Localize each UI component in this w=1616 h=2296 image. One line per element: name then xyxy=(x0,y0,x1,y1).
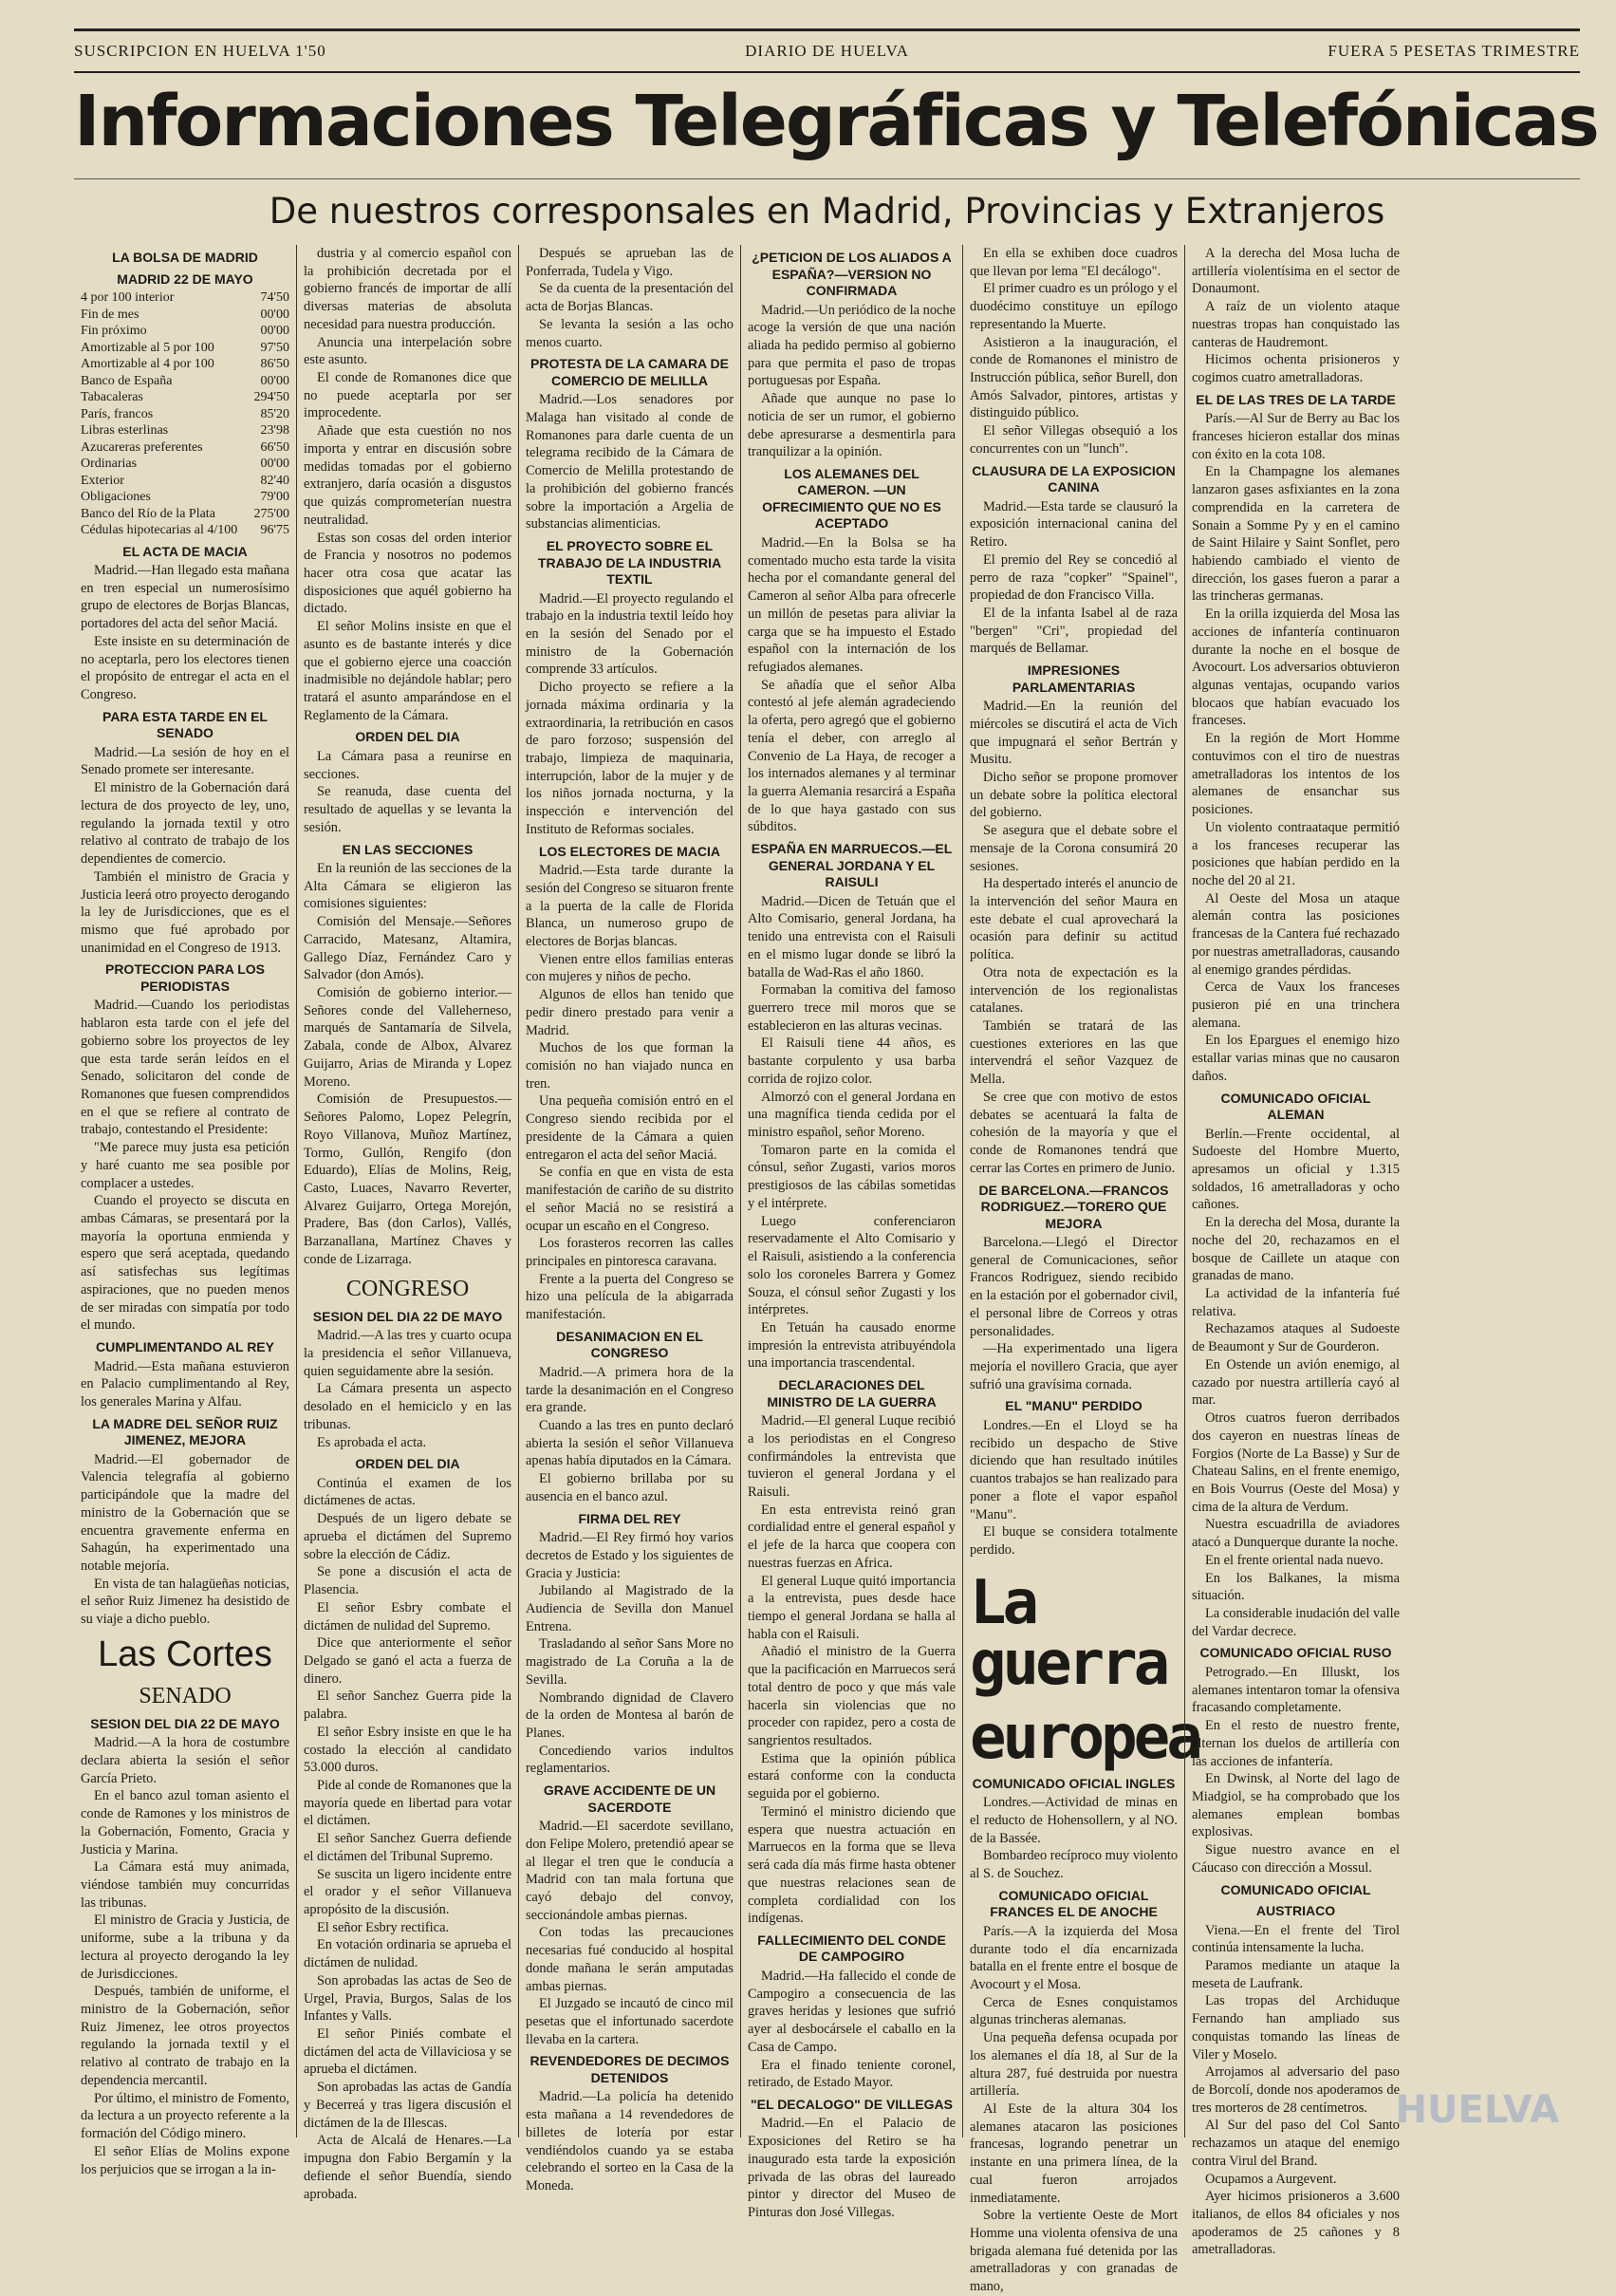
paragraph: A raíz de un violento ataque nuestras tropas han conquistado las canteras de Haudremont. xyxy=(1192,299,1400,350)
section-heading: CUMPLIMENTANDO AL REY xyxy=(96,1339,274,1355)
table-row: Cédulas hipotecarias al 4/100 96'75 xyxy=(81,523,289,537)
paragraph: Bombardeo recíproco muy violento al S. de Souchez. xyxy=(970,1848,1179,1882)
paragraph: Madrid.—El general Luque recibió a los periodistas en el Congreso confirmándoles la entrevista que tuvieron el general Jordana y el Raisuli. xyxy=(748,1413,956,1500)
section-heading: PROTECCION PARA LOS PERIODISTAS xyxy=(104,961,265,994)
paragraph: Luego conferenciaron reservadamente el Alto Comisario y el Raisuli, asistiendo a la conferencia solo los coroneles Barrera y Gomez Souza, el cónsul señor Zugasti y los intérpretes. xyxy=(748,1213,956,1318)
paragraph: El señor Sanchez Guerra pide la palabra. xyxy=(304,1689,511,1723)
table-row: Ordinarias 00'00 xyxy=(81,457,289,471)
paragraph: Dicho señor se propone promover un debate sobre la política electoral del gobierno. xyxy=(970,769,1178,821)
paragraph: Estas son cosas del orden interior de Francia y nosotros no podemos hacer otra cosa que acatar las disposiciones que aquél gobierno ha dictado. xyxy=(304,530,511,617)
paragraph: Cerca de Esnes conquistamos algunas trincheras alemanas. xyxy=(970,1994,1178,2028)
paragraph: Barcelona.—Llegó el Director general de Comunicaciones, señor Francos Rodriguez, siendo recibido en la estación por el gobernador civil, el personal libre de Correos y otras personalidades. xyxy=(970,1235,1178,1339)
paragraph: Continúa el examen de los dictámenes de actas. xyxy=(304,1475,511,1509)
paragraph: Hicimos ochenta prisioneros y cogimos cuatro ametralladoras. xyxy=(1192,352,1400,386)
paragraph: El conde de Romanones dice que no puede aceptarla por ser improcedente. xyxy=(304,370,511,421)
section-heading: COMUNICADO OFICIAL ALEMAN xyxy=(1220,1090,1371,1123)
paragraph: —Ha experimentado una ligera mejoría el novillero Gracia, que ayer sufrió una gravísima cornada. xyxy=(970,1341,1178,1392)
paragraph: Los forasteros recorren las calles principales en pintoresca caravana. xyxy=(526,1236,734,1269)
paragraph: El señor Villegas obsequió a los concurrentes con un "lunch". xyxy=(970,423,1178,457)
paragraph: El ministro de la Gobernación dará lectura de dos proyecto de ley, uno, regulando la jornada textil y otro relativo al contrato de trabajo de los dependientes de comercio. xyxy=(81,780,289,868)
section-heading: ORDEN DEL DIA xyxy=(355,1456,460,1472)
paragraph: Madrid.—En la reunión del miércoles se discutirá el acta de Vich que impugnará el señor Bertrán y Musitu. xyxy=(970,699,1178,768)
paragraph: Comisión de gobierno interior.—Señores conde del Valleherneso, marqués de Santamaría de Silvela, Zabala, conde de Albox, Alvarez Guijarro, Arias de Miranda y Lopez Moreno. xyxy=(304,985,511,1090)
paragraph: Después se aprueban las de Ponferrada, Tudela y Vigo. xyxy=(526,246,734,279)
paragraph: En la derecha del Mosa, durante la noche del 20, rechazamos en el bosque de Caillete un ataque con granadas de mano. xyxy=(1192,1215,1400,1284)
section-heading: AUSTRIACO xyxy=(1255,1903,1336,1919)
divider xyxy=(74,178,1580,179)
paragraph: El señor Molins insiste en que el asunto es de bastante interés y dice que el gobierno ejerce una coacción inadmisible no dejándole hablar; pero tratará el asunto amparándose en el Reglamento de la Cámara. xyxy=(304,619,511,723)
paragraph: Madrid.—Esta tarde durante la sesión del Congreso se situaron frente a la puerta de la calle de Florida Blanca, un numeroso grupo de electores de Borjas blancas. xyxy=(526,863,734,949)
paragraph: Madrid.—La sesión de hoy en el Senado promete ser interesante. xyxy=(81,744,289,778)
paragraph: Por último, el ministro de Fomento, da lectura a un proyecto referente a la formación del Código minero. xyxy=(81,2090,289,2142)
paragraph: El de la infanta Isabel al de raza "bergen" "Cri", propiedad del marqués de Bellamar. xyxy=(970,605,1178,657)
section-heading: FALLECIMIENTO DEL CONDE DE CAMPOGIRO xyxy=(757,1932,946,1965)
paragraph: Madrid.—El sacerdote sevillano, don Felipe Molero, pretendió apear se al llegar el tren que le conducía a Madrid con tan mala fortuna que cayó debajo del convoy, seccionándole ambas piernas. xyxy=(526,1819,734,1923)
section-heading: GRAVE ACCIDENTE DE UN SACERDOTE xyxy=(543,1783,716,1815)
paragraph: En Tetuán ha causado enorme impresión la entrevista atribuyéndola una importancia trascendental. xyxy=(748,1319,956,1372)
paragraph: Concediendo varios indultos reglamentarios. xyxy=(526,1743,734,1777)
paragraph: La Cámara pasa a reunirse en secciones. xyxy=(304,748,511,782)
paragraph: Al Oeste del Mosa un ataque alemán contra las posiciones francesas de la Cantera fué rechazado por nuestras ametralladoras, causando al enemigo grandes pérdidas. xyxy=(1192,890,1400,978)
paragraph: Madrid.—Han llegado esta mañana en tren especial un numerosísimo grupo de electores de Borjas Blancas, portadores del acta del señor Maciá. xyxy=(81,563,289,632)
table-row: Amortizable al 4 por 100 86'50 xyxy=(81,357,289,371)
section-heading: EL ACTA DE MACIA xyxy=(122,543,248,559)
war-section-title: La guerra xyxy=(970,1567,1167,1699)
section-heading: DECLARACIONES DEL MINISTRO DE LA GUERRA xyxy=(767,1377,937,1409)
paragraph: En la Champagne los alemanes lanzaron gases asfixiantes en la zona comprendida en la carretera de Sonain a Somme Py y en el camino de Saint Hilaire y Saint Sonflet, pero habiendo cambiado el viento de dirección, los gases fueron a parar a las trincheras germanas. xyxy=(1192,464,1400,605)
column-6 xyxy=(1184,245,1406,2258)
column-4 xyxy=(740,245,962,2221)
section-heading: ESPAÑA EN MARRUECOS.—EL GENERAL JORDANA Y EL RAISULI xyxy=(751,841,953,890)
paragraph: El Juzgado se incautó de cinco mil pesetas que el infortunado sacerdote llevaba en la cartera. xyxy=(526,1996,734,2047)
paragraph: Otros cuatros fueron derribados dos cayeron en nuestras líneas de Forgios (Norte de La Basse) y Sur de Chateau Salins, en el frente enemigo, en Bois Vourrus (Oeste del Mosa) y cima de la altura de Verdum. xyxy=(1192,1410,1400,1515)
paragraph: En votación ordinaria se aprueba el dictámen de nulidad. xyxy=(304,1937,511,1971)
paragraph: Madrid.—Esta mañana estuvieron en Palacio cumplimentando al Rey, los generales Marina y Alfau. xyxy=(81,1358,289,1409)
paragraph: En los Epargues el enemigo hizo estallar varias minas que no causaron daños. xyxy=(1192,1033,1400,1084)
section-heading: PARA ESTA TARDE EN EL SENADO xyxy=(102,708,268,741)
paragraph: El señor Sanchez Guerra defiende el dictámen del Tribunal Supremo. xyxy=(304,1831,511,1864)
paragraph: El gobierno brillaba por su ausencia en el banco azul. xyxy=(526,1471,734,1504)
table-row: Fin de mes 00'00 xyxy=(81,307,289,322)
paragraph: Frente a la puerta del Congreso se hizo una película de la abigarrada manifestación. xyxy=(526,1271,734,1323)
paragraph: La Cámara presenta un aspecto desolado en el hemiciclo y en las tribunas. xyxy=(304,1381,511,1432)
table-row: Exterior 82'40 xyxy=(81,473,289,488)
paragraph: El buque se considera totalmente perdido. xyxy=(970,1524,1178,1558)
stock-quotes-table xyxy=(81,289,289,539)
paragraph: Sigue nuestro avance en el Cáucaso con dirección a Mossul. xyxy=(1192,1842,1400,1876)
table-row: Azucareras preferentes 66'50 xyxy=(81,439,289,455)
paragraph: En el frente oriental nada nuevo. xyxy=(1205,1552,1384,1568)
paragraph: Se reanuda, dase cuenta del resultado de aquellas y se levanta la sesión. xyxy=(304,784,511,835)
paragraph: El señor Piniés combate el dictámen del acta de Villaviciosa y se aprueba el dictámen. xyxy=(304,2026,511,2078)
paragraph: Las tropas del Archiduque Fernando han ampliado sus conquistas tomando las líneas de Viler y Moselo. xyxy=(1192,1993,1400,2063)
paragraph: Madrid.—Un periódico de la noche acoge la versión de que una nación aliada ha pedido permiso al gobierno para que permita el paso de tropas portuguesas por España. xyxy=(748,302,957,389)
section-heading: DESANIMACION EN EL CONGRESO xyxy=(556,1328,703,1361)
paragraph: Arrojamos al adversario del paso de Borcolí, donde nos apoderamos de tres morteros de 28 centímetros. xyxy=(1192,2064,1400,2116)
paragraph: Tomaron parte en la comida el cónsul, señor Zugasti, varios moros prestigiosos de las cábilas sometidas y el intérprete. xyxy=(748,1142,956,1211)
paragraph: En esta entrevista reinó gran cordialidad entre el general español y el jefe de la harca que coopera con nuestras fuerzas en Africa. xyxy=(748,1502,956,1571)
paragraph: En Ostende un avión enemigo, al cazado por nuestra artillería cayó al mar. xyxy=(1192,1356,1400,1409)
paragraph: Se suscita un ligero incidente entre el orador y el señor Villanueva apropósito de la discusión. xyxy=(304,1866,511,1917)
paragraph: Algunos de ellos han tenido que pedir dinero prestado para venir a Madrid. xyxy=(526,987,734,1038)
column-1 xyxy=(74,245,296,2177)
section-heading: LOS ALEMANES DEL CAMERON. —UN OFRECIMIENTO QUE NO ES ACEPTADO xyxy=(762,465,941,532)
paragraph: También el ministro de Gracia y Justicia leerá otro proyecto derogando la ley de Jurisdicciones, que es el mismo que fué aprobado por unanimidad en el Congreso de 1913. xyxy=(81,868,289,956)
paragraph: El general Luque quitó importancia a la entrevista, pues desde hace tiempo el general Jordana se halla al habla con el Raisuli. xyxy=(748,1573,956,1642)
paragraph: Pide al conde de Romanones que la mayoría quede en libertad para votar el dictámen. xyxy=(304,1777,511,1829)
paragraph: Ocupamos a Aurgevent. xyxy=(1205,2171,1337,2187)
paragraph: París.—Al Sur de Berry au Bac los franceses hicieron estallar dos minas con éxito en la cota 108. xyxy=(1192,411,1400,462)
section-heading: MADRID 22 DE MAYO xyxy=(117,271,253,287)
section-heading: "EL DECALOGO" DE VILLEGAS xyxy=(751,2096,953,2112)
table-row: Banco de España 00'00 xyxy=(81,373,289,388)
paragraph: Petrogrado.—En Illuskt, los alemanes intentaron tomar la ofensiva fracasando completamente. xyxy=(1192,1664,1400,1716)
paragraph: Madrid.—En el Palacio de Exposiciones del Retiro se ha inaugurado esta tarde la exposición privada de las obras del laureado pintor y director del Museo de Pinturas don José Villegas. xyxy=(748,2116,956,2221)
section-heading: EL PROYECTO SOBRE EL TRABAJO DE LA INDUSTRIA TEXTIL xyxy=(537,538,722,588)
paragraph: Jubilando al Magistrado de la Audiencia de Sevilla don Manuel Entrena. xyxy=(526,1583,734,1634)
section-heading: IMPRESIONES PARLAMENTARIAS xyxy=(1012,663,1136,695)
column-2 xyxy=(296,245,518,2202)
paragraph: Cuando el proyecto se discuta en ambas Cámaras, se presentará por la mayoría la oportuna enmienda y espero que será aceptada, quedando así satisfechas sus legítimas aspiraciones, que no pueden menos de ser miradas con simpatía por todo el mundo. xyxy=(81,1193,289,1334)
paragraph: Ayer hicimos prisioneros a 3.600 italianos, de ellos 84 oficiales y nos apoderamos de 25 cañones y 8 ametralladoras. xyxy=(1192,2189,1400,2258)
paragraph: Paramos mediante un ataque la meseta de Laufrank. xyxy=(1192,1957,1400,1991)
table-row: Amortizable al 5 por 100 97'50 xyxy=(81,340,289,355)
paragraph: Madrid.—Cuando los periodistas hablaron esta tarde con el jefe del gobierno sobre los proyectos de ley que esta tarde serán leídos en el Senado, solicitaron del conde de Romanones que fuesen comprendidos en el que se refiere al contrato de trabajo, contestando el Presidente: xyxy=(81,998,289,1138)
paragraph: El premio del Rey se concedió al perro de raza "copker" "Spainel", propiedad de don Francisco Villa. xyxy=(970,551,1178,604)
column-5 xyxy=(962,245,1199,2295)
paragraph: Después, también de uniforme, el ministro de la Gobernación, señor Ruiz Jimenez, lee otros proyectos regulando la jornada textil y el relativo al contrato de trabajo en la dependencia mercantil. xyxy=(81,1984,289,2088)
paragraph: La actividad de la infantería fué relativa. xyxy=(1192,1286,1400,1319)
table-row: Libras esterlinas 23'98 xyxy=(81,423,289,438)
paragraph: Rechazamos ataques al Sudoeste de Beaumont y Sur de Gourderon. xyxy=(1192,1321,1400,1355)
paragraph: Se levanta la sesión a las ocho menos cuarto. xyxy=(526,316,734,350)
paragraph: Muchos de los que forman la comisión no han viajado nunca en tren. xyxy=(526,1040,734,1092)
paragraph: La Cámara está muy animada, viéndose también muy concurridas las tribunas. xyxy=(81,1859,289,1911)
section-heading: ORDEN DEL DIA xyxy=(355,729,460,745)
paragraph: El Raisuli tiene 44 años, es bastante corpulento y usa barba corrida de rojizo color. xyxy=(748,1036,956,1087)
paragraph: París.—A la izquierda del Mosa durante todo el día encarnizada batalla en el frente entre el bosque de Avocourt y el Mosa. xyxy=(970,1923,1178,1992)
paragraph: El señor Esbry combate el dictámen de nulidad del Supremo. xyxy=(304,1599,511,1633)
paragraph: Ha despertado interés el anuncio de la intervención del señor Maura en este debate el cual aprovechará la ocasión para definir su actitud política. xyxy=(970,876,1178,963)
section-heading: CLAUSURA DE LA EXPOSICION CANINA xyxy=(972,462,1176,495)
paragraph: Madrid.—Los senadores por Malaga han visitado al conde de Romanones para darle cuenta de un telegrama recibido de la Cámara de Comercio de Melilla protestando de la prohibición del gobierno francés sobre la importación a Argelia de substancias alimenticias. xyxy=(526,392,734,532)
paragraph: Comisión del Mensaje.—Señores Carracido, Matesanz, Altamira, Gallego Díaz, Fernández Caro y Salvador (don Amós). xyxy=(304,914,511,983)
section-heading: COMUNICADO OFICIAL INGLES xyxy=(972,1775,1176,1791)
section-subtitle-senado: SENADO xyxy=(139,1683,232,1708)
paragraph: Madrid.—Dicen de Tetuán que el Alto Comisario, general Jordana, ha tenido una entrevista con el Raisuli en el mismo lugar donde se libró la batalla de Wad-Ras el año 1860. xyxy=(748,893,956,980)
paragraph: Madrid.—El proyecto regulando el trabajo en la industria textil leído hoy en la sesión del Senado por el ministro de la Gobernación comprende 33 artículos. xyxy=(526,590,734,678)
paragraph: En la región de Mort Homme contuvimos con el tiro de nuestras ametralladoras los intentos de los alemanes de ensanchar sus posiciones. xyxy=(1192,731,1400,818)
paragraph: Se confía en que en vista de esta manifestación de cariño de su distrito el señor Maciá no se resistirá a ocupar un escaño en el Congreso. xyxy=(526,1165,734,1234)
paragraph: En el resto de nuestro frente, alternan los duelos de artillería con las acciones de infantería. xyxy=(1192,1718,1400,1769)
section-heading: DE BARCELONA.—FRANCOS RODRIGUEZ.—TORERO QUE MEJORA xyxy=(978,1182,1169,1231)
section-heading: REVENDEDORES DE DECIMOS DETENIDOS xyxy=(529,2053,730,2085)
paragraph: Después de un ligero debate se aprueba el dictámen del Supremo sobre la elección de Cádiz. xyxy=(304,1511,511,1562)
paragraph: Se da cuenta de la presentación del acta de Borjas Blancas. xyxy=(526,281,734,315)
paragraph: Terminó el ministro diciendo que espera que nuestra actuación en Marruecos en la forma que se lleva será cada día más firme hasta obtener que nuestras relaciones sean de completa cordialidad con los indígenas. xyxy=(748,1803,956,1927)
paragraph: El señor Esbry rectifica. xyxy=(317,1919,450,1935)
paragraph: Madrid.—A las tres y cuarto ocupa la presidencia el señor Villanueva, quien seguidamente abre la sesión. xyxy=(304,1328,511,1379)
section-heading: SESION DEL DIA 22 DE MAYO xyxy=(90,1715,280,1731)
paragraph: Añadió el ministro de la Guerra que la pacificación en Marruecos será total dentro de poco y que más vale hacerla sin violencias que no proceder con rapidez, pero a costa de sangrientos resultados. xyxy=(748,1644,956,1749)
paragraph: Nombrando dignidad de Clavero de la orden de Montesa al barón de Planes. xyxy=(526,1689,734,1741)
paragraph: Cerca de Vaux los franceses pusieron pié en una trinchera alemana. xyxy=(1192,980,1400,1031)
sub-headline: De nuestros corresponsales en Madrid, Provincias y Extranjeros xyxy=(269,191,1385,232)
paragraph: Londres.—En el Lloyd se ha recibido un despacho de Stive diciendo que han resultado inútiles cuantos trabajos se han realizado para poner a flote el vapor español "Manu". xyxy=(970,1417,1178,1522)
paragraph: Sobre la vertiente Oeste de Mort Homme una violenta ofensiva de una brigada alemana fué detenida por las ametralladoras y con granadas de mano, xyxy=(970,2208,1178,2295)
paragraph: Un violento contraataque permitió a los franceses recuperar las posiciones que habían perdido en la noche del 20 al 21. xyxy=(1192,819,1400,888)
paragraph: Berlín.—Frente occidental, al Sudoeste del Hombre Muerto, apresamos un oficial y 1.315 soldados, 16 ametralladoras y ocho cañones. xyxy=(1192,1126,1400,1213)
paragraph: Madrid.—A la hora de costumbre declara abierta la sesión el señor García Prieto. xyxy=(81,1735,289,1786)
paragraph: Con todas las precauciones necesarias fué conducido al hospital donde mañana le serán amputadas ambas piernas. xyxy=(526,1925,734,1994)
paragraph: Cuando a las tres en punto declaró abierta la sesión el señor Villanueva apenas había diputados en la Cámara. xyxy=(526,1417,734,1469)
paragraph: Madrid.—La policía ha detenido esta mañana a 14 revendedores de billetes de lotería por estar vendiéndolos cuando ya se estaba celebrando el sorteo en la Casa de la Moneda. xyxy=(526,2089,734,2194)
paragraph: Trasladando al señor Sans More no magistrado de La Coruña a la de Sevilla. xyxy=(526,1636,734,1688)
paragraph: Al Sur del paso del Col Santo rechazamos un ataque del enemigo contra Virul del Brand. xyxy=(1192,2118,1400,2169)
table-row: Fin próximo 00'00 xyxy=(81,324,289,338)
paragraph: Viena.—En el frente del Tirol continúa intensamente la lucha. xyxy=(1192,1922,1400,1956)
section-heading: EL "MANU" PERDIDO xyxy=(1005,1398,1142,1414)
paragraph: En ella se exhiben doce cuadros que llevan por lema "El decálogo". xyxy=(970,246,1178,279)
paragraph: El primer cuadro es un prólogo y el duodécimo constituye un epílogo representando la Muerte. xyxy=(970,281,1178,332)
paragraph: Al Este de la altura 304 los alemanes atacaron las posiciones francesas, logrando penetrar un instante en una primera línea, de la cual fueron arrojados inmediatamente. xyxy=(970,2101,1178,2206)
paragraph: Anuncia una interpelación sobre este asunto. xyxy=(304,334,511,368)
paragraph: Una pequeña defensa ocupada por los alemanes el día 18, al Sur de la altura 287, fué destruida por nuestra artillería. xyxy=(970,2030,1178,2100)
article-columns xyxy=(74,245,1580,2295)
table-row: Tabacaleras 294'50 xyxy=(81,390,289,404)
paragraph: dustria y al comercio español con la prohibición decretada por el gobierno francés de importar de allí diversas materias de absoluta necesidad para nuestra producción. xyxy=(304,246,511,332)
paragraph: Añade que aunque no pase lo noticia de ser un rumor, el gobierno debe apresurarse a desmentirla para tranquilizar a la opinión. xyxy=(748,391,956,460)
paragraph: Estima que la opinión pública estará conforme con la conducta seguida por el gobierno. xyxy=(748,1750,956,1802)
table-row: Banco del Río de la Plata 275'00 xyxy=(81,506,289,521)
archive-watermark: HUELVA xyxy=(1395,2088,1559,2132)
paragraph: Madrid.—Esta tarde se clausuró la exposición internacional canina del Retiro. xyxy=(970,498,1178,551)
section-heading: PROTESTA DE LA CAMARA DE COMERCIO DE MELILLA xyxy=(530,356,729,388)
section-heading: COMUNICADO OFICIAL xyxy=(1220,1881,1371,1897)
paragraph: En Dwinsk, al Norte del lago de Miadgiol, se ha comprobado que los alemanes emplean bombas explosivas. xyxy=(1192,1771,1400,1840)
paragraph: En los Balkanes, la misma situación. xyxy=(1192,1570,1400,1604)
section-heading: COMUNICADO OFICIAL RUSO xyxy=(1199,1645,1392,1661)
paragraph: Otra nota de expectación es la intervención de los regionalistas catalanes. xyxy=(970,964,1178,1017)
section-heading: FIRMA DEL REY xyxy=(578,1510,681,1526)
paragraph: Una pequeña comisión entró en el Congreso siendo recibida por el presidente de la Cámara a quien entregaron el acta del señor Maciá. xyxy=(526,1093,734,1163)
paragraph: Almorzó con el general Jordana en una magnífica tienda cedida por el ministro español, señor Moreno. xyxy=(748,1089,956,1141)
paragraph: Asistieron a la inauguración, el conde de Romanones el ministro de Instrucción pública, señor Burell, don Amós Salvador, pintores, artistas y distinguido público. xyxy=(970,334,1178,421)
paragraph: Madrid.—El Rey firmó hoy varios decretos de Estado y los siguientes de Gracia y Justicia: xyxy=(526,1530,734,1581)
section-heading: LA BOLSA DE MADRID xyxy=(112,250,258,265)
section-heading: LA MADRE DEL SEÑOR RUIZ JIMENEZ, MEJORA xyxy=(92,1415,278,1448)
paragraph: Se asegura que el debate sobre el mensaje de la Corona consumirá 20 sesiones. xyxy=(970,823,1178,874)
paragraph: En vista de tan halagüeñas noticias, el señor Ruiz Jimenez ha desistido de su viaje a dicho pueblo. xyxy=(81,1576,289,1628)
paragraph: Dicho proyecto se refiere a la jornada máxima ordinaria y la extraordinaria, la retribución en casos de paro forzoso; suspensión del trabajo, limpieza de maquinaria, interrupción, labor de la mujer y de los niños jornada nocturna, y la inspección e intervención del Instituto de Reformas sociales. xyxy=(526,680,734,837)
table-row: París, francos 85'20 xyxy=(81,406,289,421)
section-title-cortes: Las Cortes xyxy=(98,1633,272,1674)
paragraph: "Me parece muy justa esa petición y haré cuanto me sea posible por complacer a ustedes. xyxy=(81,1140,289,1191)
paragraph: Madrid.—El gobernador de Valencia telegrafía al gobierno participándole que la madre del ministro de la Gobernación que se encuentra gravemente enferma en Sahagún, ha experimentado una notable mejoría. xyxy=(81,1451,289,1574)
subscription-outside: FUERA 5 PESETAS TRIMESTRE xyxy=(1328,42,1580,60)
paragraph: Son aprobadas las actas de Gandía y Becerreá y tras ligera discusión el dictámen de la de Illescas. xyxy=(304,2080,511,2131)
paragraph: Este insiste en su determinación de no aceptarla, pero los electores tienen el propósito de entregar el acta en el Congreso. xyxy=(81,633,289,703)
paragraph: El señor Esbry insiste en que le ha costado la elección al candidato 53.000 duros. xyxy=(304,1724,511,1776)
paragraph: Vienen entre ellos familias enteras con mujeres y niños de pecho. xyxy=(526,951,734,985)
paragraph: Es aprobada el acta. xyxy=(317,1434,427,1450)
section-heading: SESION DEL DIA 22 DE MAYO xyxy=(312,1308,503,1324)
paragraph: A la derecha del Mosa lucha de artillería violentísima en el sector de Donaumont. xyxy=(1192,246,1400,297)
paragraph: Añade que esta cuestión no nos importa y entrar en discusión sobre medidas tomadas por el gobierno extranjero, daría ocasión a disgustos que quizás comprometerían nuestra neutralidad. xyxy=(304,423,511,528)
paragraph: Madrid.—A primera hora de la tarde la desanimación en el Congreso era grande. xyxy=(526,1364,734,1416)
paragraph: Formaban la comitiva del famoso guerrero trece mil moros que se establecieron en las alturas vecinas. xyxy=(748,982,956,1034)
table-row: Obligaciones 79'00 xyxy=(81,490,289,504)
paragraph: Acta de Alcalá de Henares.—La impugna don Fabio Bergamín y la defiende el señor Buendía, siendo aprobada. xyxy=(304,2133,511,2202)
table-row: 4 por 100 interior 74'50 xyxy=(81,290,289,305)
section-heading: EL DE LAS TRES DE LA TARDE xyxy=(1196,391,1396,407)
paragraph: También se tratará de las cuestiones exteriores en las que intervendrá el señor Vazquez de Mella. xyxy=(970,1018,1178,1088)
paragraph: Son aprobadas las actas de Seo de Urgel, Pravia, Burgos, Salas de los Infantes y Valls. xyxy=(304,1972,511,2025)
paragraph: Londres.—Actividad de minas en el reducto de Hohensollern, y al NO. de la Bassée. xyxy=(970,1795,1178,1846)
section-heading: ¿PETICION DE LOS ALIADOS A ESPAÑA?—VERSION NO CONFIRMADA xyxy=(752,250,952,298)
paragraph: Comisión de Presupuestos.—Señores Palomo, Lopez Pelegrín, Royo Villanova, Muñoz Martínez, Tormo, Gullón, Rengifo (don Eduardo), Elías de Molins, Reig, Casto, Luaces, Navarro Reverter, Alvarez Guijarro, Ortega Morejón, Pradere, Bas (don Carlos), Vallés, Barzanallana, Martínez Chaves y conde de Lizarraga. xyxy=(304,1092,511,1267)
section-heading: LOS ELECTORES DE MACIA xyxy=(538,843,721,859)
section-title-congreso: CONGRESO xyxy=(345,1276,470,1301)
paragraph: Se pone a discusión el acta de Plasencia. xyxy=(304,1564,511,1598)
paragraph: Madrid.—Ha fallecido el conde de Campogiro a consecuencia de las graves heridas y lesiones que sufrió ayer al desbocársele el caballo en la Casa de Campo. xyxy=(748,1968,956,2055)
paragraph: Se cree que con motivo de estos debates se acentuará la falta de cohesión de la mayoría y que el conde de Romanones tendrá que cerrar las Cortes en primero de Junio. xyxy=(970,1089,1178,1176)
subscription-local: SUSCRIPCION EN HUELVA 1'50 xyxy=(74,42,326,60)
section-heading: COMUNICADO OFICIAL FRANCES EL DE ANOCHE xyxy=(990,1887,1158,1920)
paragraph: El señor Elías de Molins expone los perjuicios que se irrogan a la in- xyxy=(81,2143,289,2177)
paragraph: Se añadía que el señor Alba contestó al jefe alemán agradeciendo la oferta, pero agregó que el gobierno tenía el deber, con arreglo al Convenio de La Haya, de recoger a los internados alemanes y al terminar la guerra Alemania resarcirá a España de lo que haya gastado con sus súbditos. xyxy=(748,677,956,835)
paragraph: En la orilla izquierda del Mosa las acciones de infantería continuaron durante la noche en el bosque de Avocourt. Los adversarios obtuvieron algunas ventajas, ocupando varios blocaos que habían evacuado los franceses. xyxy=(1192,607,1400,729)
paragraph: Nuestra escuadrilla de aviadores atacó a Dunquerque durante la noche. xyxy=(1192,1517,1400,1551)
main-headline: Informaciones Telegráficas y Telefónicas xyxy=(74,81,1598,162)
paragraph: En la reunión de las secciones de la Alta Cámara se eligieron las comisiones siguientes: xyxy=(304,861,511,912)
paragraph: El ministro de Gracia y Justicia, de uniforme, sube a la tribuna y da lectura al proyecto derogando la ley de Jurisdicciones. xyxy=(81,1913,289,1982)
newspaper-name: DIARIO DE HUELVA xyxy=(745,42,909,60)
paragraph: La considerable inudación del valle del Vardar decrece. xyxy=(1192,1605,1400,1639)
paragraph: En el banco azul toman asiento el conde de Ramones y los ministros de la Gobernación, Fomento, Gracia y Justicia y Marina. xyxy=(81,1788,289,1857)
paragraph: Dice que anteriormente el señor Delgado se ganó el acta a fuerza de dinero. xyxy=(304,1635,511,1687)
section-heading: EN LAS SECCIONES xyxy=(342,841,474,857)
paragraph: Era el finado teniente coronel, retirado, de Estado Mayor. xyxy=(748,2057,956,2091)
war-section-title-2: europea xyxy=(970,1702,1199,1773)
masthead-bar xyxy=(74,28,1580,73)
column-3 xyxy=(518,245,740,2194)
paragraph: Madrid.—En la Bolsa se ha comentado mucho esta tarde la visita hecha por el comandante general del Cameron al señor Alba para ofrecerle un millón de pesetas para aliviar la carga que se ha impuesto el Estado español con la internación de los refugiados alemanes. xyxy=(748,534,956,675)
